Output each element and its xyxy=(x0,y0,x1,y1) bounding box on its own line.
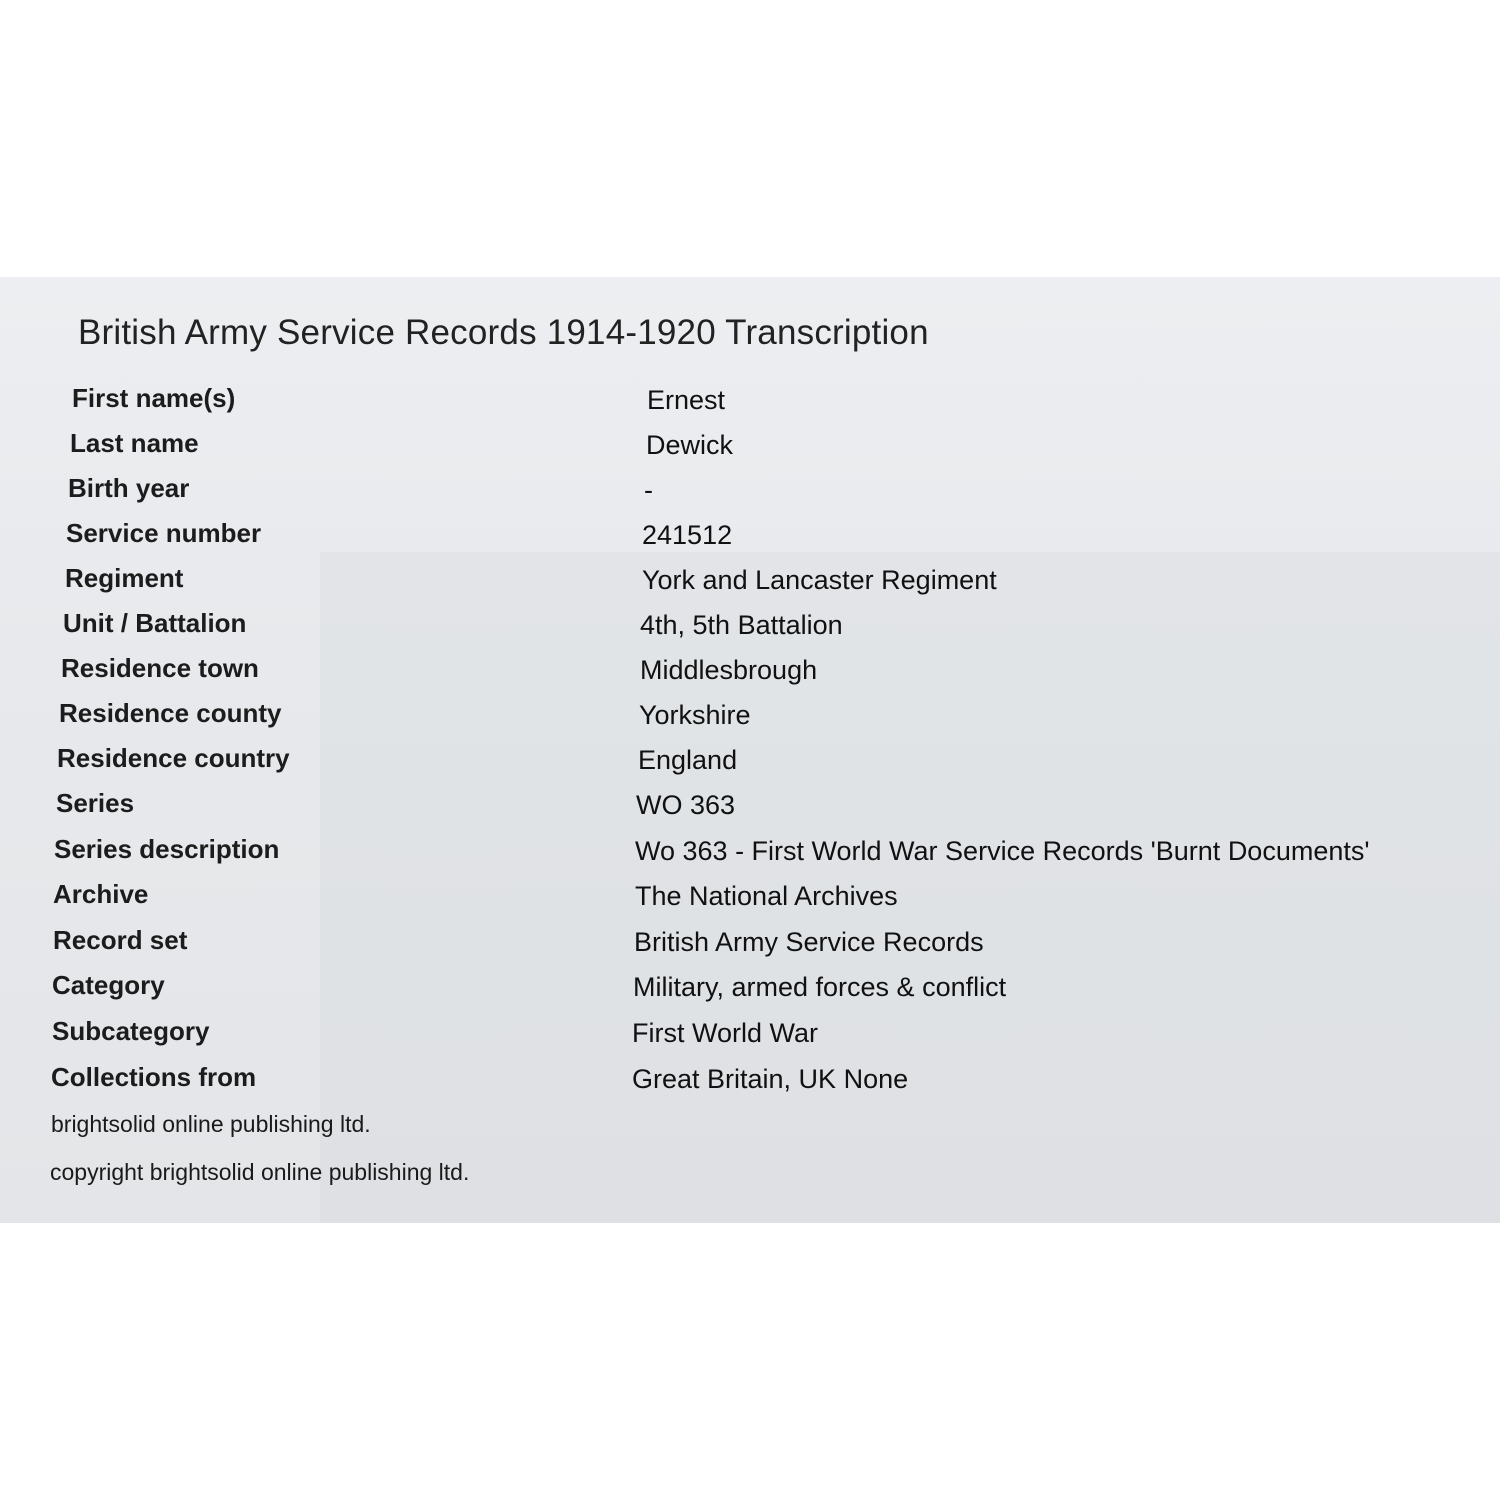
field-value: Dewick xyxy=(646,430,734,460)
document-title: British Army Service Records 1914-1920 Transcription xyxy=(78,313,929,352)
record-row-subcategory xyxy=(52,1016,1492,1056)
record-row-record-set xyxy=(53,925,1493,965)
record-row-residence-country xyxy=(57,743,1497,783)
field-label: Series description xyxy=(54,834,280,864)
field-value: WO 363 xyxy=(636,790,736,820)
field-label: Residence county xyxy=(59,698,282,728)
record-row-residence-county xyxy=(59,698,1499,738)
field-label: Unit / Battalion xyxy=(63,608,247,638)
field-value: British Army Service Records xyxy=(634,927,984,957)
record-row-residence-town xyxy=(61,653,1500,693)
record-row-service-number xyxy=(66,518,1500,558)
field-label: Collections from xyxy=(51,1062,257,1092)
field-label: Regiment xyxy=(65,563,184,593)
record-row-category xyxy=(52,970,1492,1010)
field-label: Archive xyxy=(53,879,149,909)
field-label: Subcategory xyxy=(52,1016,210,1046)
field-label: Category xyxy=(52,970,165,1000)
field-label: Service number xyxy=(66,518,262,548)
field-value: Ernest xyxy=(647,385,726,415)
field-label: Last name xyxy=(70,428,199,458)
record-row-first-name xyxy=(72,383,1500,423)
record-row-series-description xyxy=(54,834,1494,874)
record-row-last-name xyxy=(70,428,1500,468)
field-value: 241512 xyxy=(642,520,733,550)
record-row-archive xyxy=(53,879,1493,919)
copyright-line: copyright brightsolid online publishing ltd. xyxy=(50,1159,470,1185)
field-value: York and Lancaster Regiment xyxy=(642,565,997,595)
field-label: Residence town xyxy=(61,653,259,683)
field-value: Wo 363 - First World War Service Records 'Burnt Documents' xyxy=(635,836,1370,866)
field-value: Great Britain, UK None xyxy=(632,1064,909,1094)
field-value: 4th, 5th Battalion xyxy=(640,610,843,640)
record-row-series xyxy=(56,788,1496,828)
field-label: Record set xyxy=(53,925,188,955)
field-value: Middlesbrough xyxy=(640,655,818,685)
field-label: First name(s) xyxy=(72,383,236,413)
field-label: Birth year xyxy=(68,473,190,503)
field-value: Yorkshire xyxy=(639,700,751,730)
field-value: England xyxy=(638,745,738,775)
record-row-collections-from xyxy=(51,1062,1491,1102)
record-row-unit-battalion xyxy=(63,608,1500,648)
field-label: Residence country xyxy=(57,743,290,773)
publisher-line: brightsolid online publishing ltd. xyxy=(51,1111,371,1137)
record-row-birth-year xyxy=(68,473,1500,513)
field-value: Military, armed forces & conflict xyxy=(633,972,1007,1002)
field-value: First World War xyxy=(632,1018,818,1048)
record-row-regiment xyxy=(65,563,1500,603)
field-value: The National Archives xyxy=(635,881,898,911)
field-label: Series xyxy=(56,788,135,818)
field-value: - xyxy=(644,475,653,505)
printed-sheet xyxy=(0,277,1500,1223)
